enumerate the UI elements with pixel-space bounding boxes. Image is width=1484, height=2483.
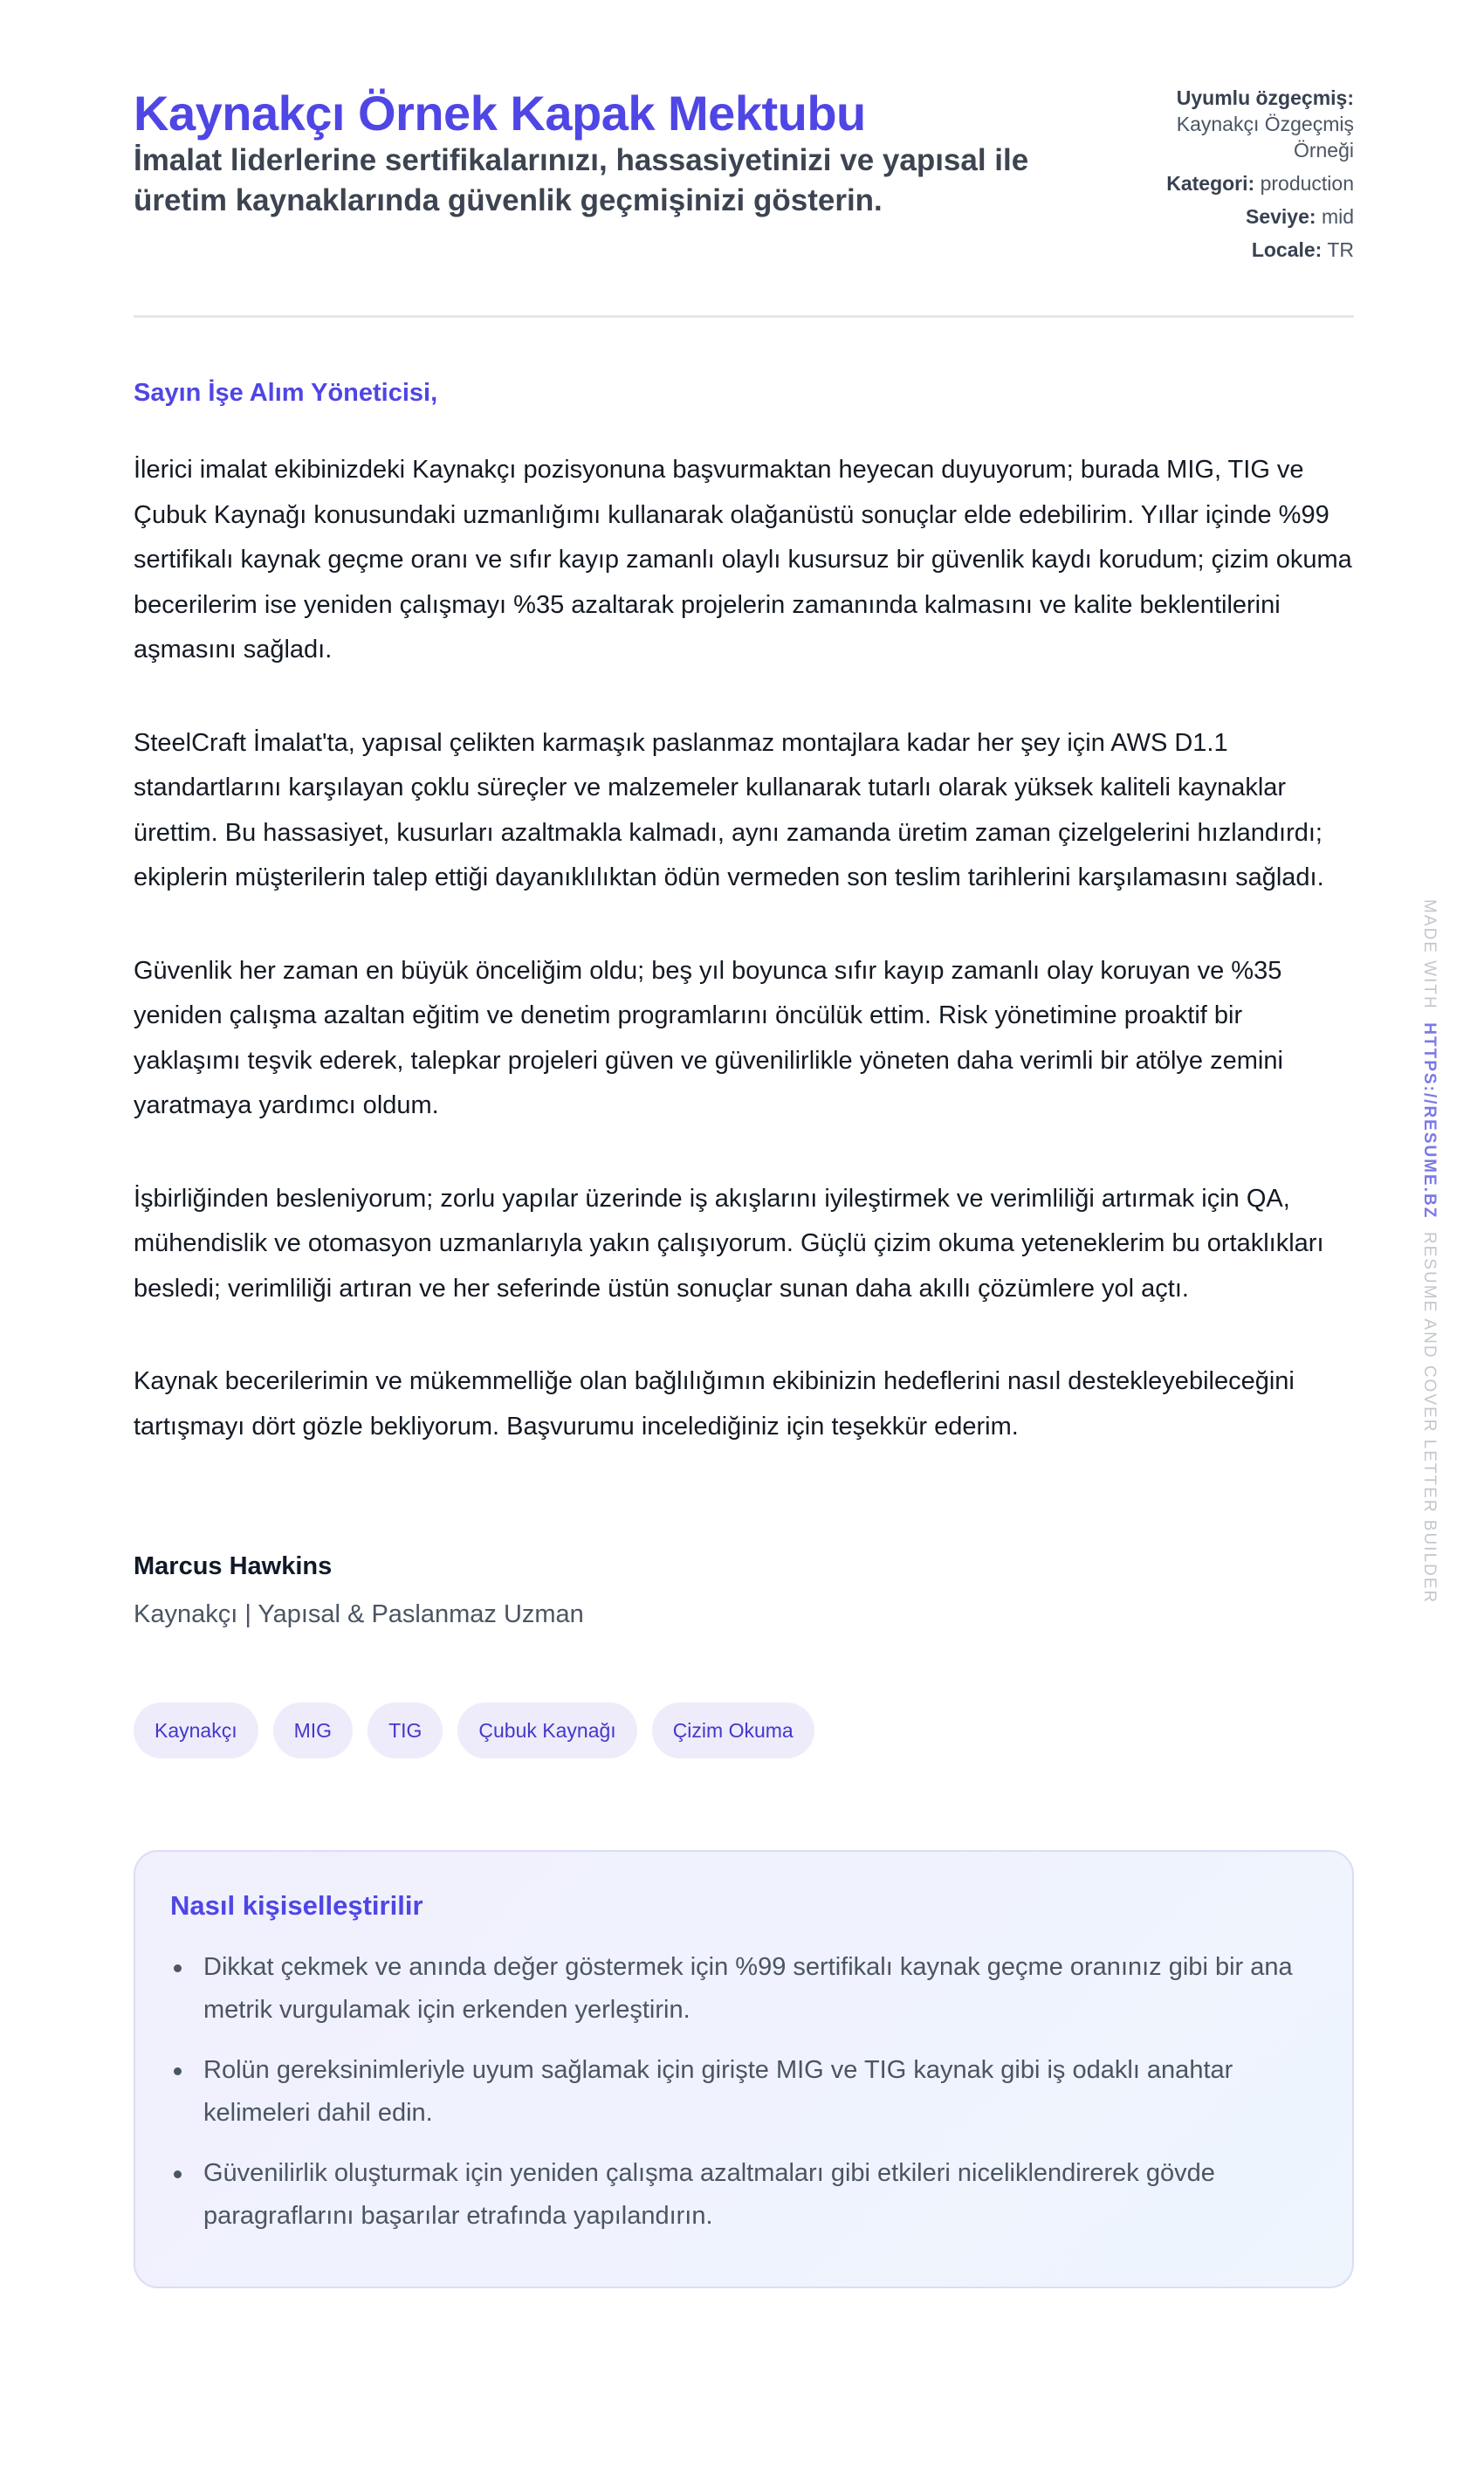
signature-name: Marcus Hawkins (134, 1552, 333, 1580)
personalization-tips (134, 1850, 1354, 2288)
page-subtitle: İmalat liderlerine sertifikalarınızı, hassasiyetinizi ve yapısal ile üretim kaynaklarında güvenlik geçmişinizi gösterin. (134, 143, 1029, 217)
tag[interactable]: MIG (273, 1702, 353, 1758)
side-banner-link[interactable]: HTTPS://RESUME.BZ (1420, 1022, 1439, 1220)
page-title: Kaynakçı Örnek Kapak Mektubu (134, 86, 866, 141)
meta-resume (1144, 85, 1354, 163)
meta-locale (1144, 237, 1354, 263)
meta-level (1144, 203, 1354, 230)
cover-letter-page (134, 83, 1354, 2288)
tip-item: Dikkat çekmek ve anında değer göstermek için %99 sertifikalı kaynak geçme oranınız gibi bir ana metrik vurgulamak için erkenden yerleştirin. (170, 1946, 1317, 2032)
tips-list (170, 1946, 1317, 2238)
signature-title: Kaynakçı | Yapısal & Paslanmaz Uzman (134, 1600, 584, 1628)
side-banner-prefix: MADE WITH (1420, 899, 1439, 1010)
side-banner (1419, 899, 1439, 1615)
letter-paragraph: Kaynak becerilerimin ve mükemmelliğe olan bağlılığımın ekibinizin hedeflerini nasıl destekleyebileceğini tartışmayı dört gözle bekliyorum. Başvurumu incelediğiniz için teşekkür ederim. (134, 1367, 1295, 1441)
meta-level-value: mid (1321, 205, 1354, 228)
meta-locale-label: Locale: (1251, 238, 1323, 261)
letter-paragraph: Güvenlik her zaman en büyük önceliğim oldu; beş yıl boyunca sıfır kayıp zamanlı olay koruyan ve %35 yeniden çalışma azaltan eğitim ve denetim programlarını öncülük ettim. Risk yönetimine proaktif bir yaklaşımı teşvik ederek, talepkar projeleri güven ve güvenilirlikle yöneten daha verimli bir atölye zemini yaratmaya yardımcı oldum. (134, 956, 1283, 1119)
letter-paragraph: İlerici imalat ekibinizdeki Kaynakçı pozisyonuna başvurmaktan heyecan duyuyorum; burada MIG, TIG ve Çubuk Kaynağı konusundaki uzmanlığımı kullanarak olağanüstü sonuçlar elde edebilirim. Yıllar içinde %99 sertifikalı kaynak geçme oranı ve sıfır kayıp zamanlı olaylı kusursuz bir güvenlik kaydı korudum; çizim okuma becerilerim ise yeniden çalışmayı %35 azaltarak projelerin zamanında kalmasını ve kalite beklentilerini aşmasını sağladı. (134, 456, 1352, 664)
tag-list (134, 1702, 1354, 1758)
meta-info (1144, 85, 1354, 270)
tip-item: Güvenilirlik oluşturmak için yeniden çalışma azaltmaları gibi etkileri niceliklendirerek gövde paragraflarını başarılar etrafında yapılandırın. (170, 2152, 1317, 2238)
meta-resume-link[interactable]: Kaynakçı Özgeçmiş Örneği (1176, 113, 1354, 162)
letter-paragraph: İşbirliğinden besleniyorum; zorlu yapılar üzerinde iş akışlarını iyileştirmek ve verimliliği artırmak için QA, mühendislik ve otomasyon uzmanlarıyla yakın çalışıyorum. Güçlü çizim okuma yeteneklerim bu ortaklıkları besledi; verimliliği artıran ve her seferinde üstün sonuçlar sunan daha akıllı çözümlere yol açtı. (134, 1184, 1324, 1303)
meta-category-value: production (1260, 172, 1354, 195)
meta-resume-label: Uyumlu özgeçmiş: (1176, 86, 1354, 109)
tag[interactable]: Çizim Okuma (652, 1702, 814, 1758)
letter-paragraph: SteelCraft İmalat'ta, yapısal çelikten karmaşık paslanmaz montajlara kadar her şey için AWS D1.1 standartlarını karşılayan çoklu süreçler ve malzemeler kullanarak tutarlı olarak yüksek kaliteli kaynaklar ürettim. Bu hassasiyet, kusurları azaltmakla kalmadı, aynı zamanda üretim zaman çizelgelerini hızlandırdı; ekiplerin müşterilerin talep ettiği dayanıklılıktan ödün vermeden son teslim tarihlerini karşılamasını sağladı. (134, 728, 1324, 891)
tag[interactable]: Çubuk Kaynağı (457, 1702, 636, 1758)
tip-item: Rolün gereksinimleriyle uyum sağlamak için girişte MIG ve TIG kaynak gibi iş odaklı anahtar kelimeleri dahil edin. (170, 2049, 1317, 2135)
header (134, 83, 1354, 318)
side-banner-suffix: RESUME AND COVER LETTER BUILDER (1420, 1231, 1439, 1605)
letter-greeting: Sayın İşe Alım Yöneticisi, (134, 379, 438, 407)
meta-category-label: Kategori: (1166, 172, 1255, 195)
meta-level-label: Seviye: (1245, 205, 1316, 228)
tag[interactable]: Kaynakçı (134, 1702, 258, 1758)
header-text (134, 83, 1050, 221)
tag[interactable]: TIG (368, 1702, 443, 1758)
meta-locale-value: TR (1327, 238, 1354, 261)
tips-title: Nasıl kişiselleştirilir (170, 1890, 423, 1921)
meta-category (1144, 170, 1354, 196)
